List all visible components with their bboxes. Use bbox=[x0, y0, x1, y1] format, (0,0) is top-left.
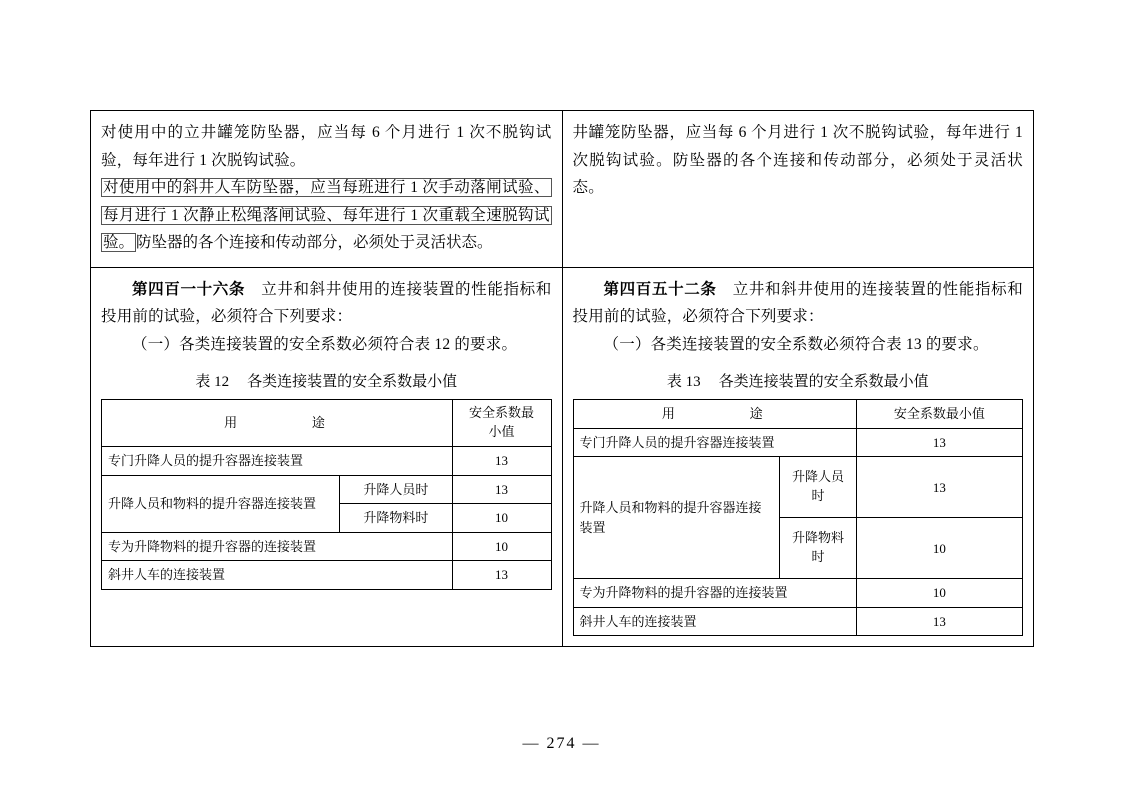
left-header-value bbox=[452, 400, 551, 447]
left-top-paragraph-1: 对使用中的立井罐笼防坠器，应当每 6 个月进行 1 次不脱钩试验，每年进行 1 次脱钩试验。 bbox=[101, 124, 552, 169]
right-top-paragraph: 井罐笼防坠器，应当每 6 个月进行 1 次不脱钩试验，每年进行 1 次脱钩试验。防坠器的各个连接和传动部分，必须处于灵活状态。 bbox=[572, 124, 1023, 197]
table-row bbox=[573, 579, 1023, 608]
page-number: — 274 — bbox=[522, 735, 601, 752]
right-header-value: 安全系数最小值 bbox=[856, 400, 1022, 429]
left-data-table bbox=[101, 399, 552, 589]
right-article-title: 第四百五十二条 bbox=[603, 280, 717, 298]
left-table-caption-prefix: 表 12 bbox=[195, 373, 230, 390]
table-row bbox=[102, 447, 552, 476]
left-row4-use: 斜井人车的连接装置 bbox=[102, 561, 453, 590]
left-table-caption bbox=[101, 369, 552, 396]
table-row bbox=[102, 532, 552, 561]
right-data-table bbox=[573, 399, 1024, 636]
right-row2-value: 10 bbox=[856, 518, 1022, 579]
left-header-use bbox=[102, 400, 453, 447]
right-row0-use: 专门升降人员的提升容器连接装置 bbox=[573, 428, 856, 457]
left-article-title: 第四百一十六条 bbox=[132, 280, 246, 298]
right-row3-use: 专为升降物料的提升容器的连接装置 bbox=[573, 579, 856, 608]
left-top-paragraph-2: 防坠器的各个连接和传动部分，必须处于灵活状态。 bbox=[136, 234, 493, 252]
table-row bbox=[91, 111, 1034, 268]
left-row0-use: 专门升降人员的提升容器连接装置 bbox=[102, 447, 453, 476]
table-header-row bbox=[573, 400, 1023, 429]
right-table-caption-text: 各类连接装置的安全系数最小值 bbox=[718, 373, 929, 390]
right-row1-sub-line2: 时 bbox=[811, 488, 825, 504]
right-row1-value: 13 bbox=[856, 457, 1022, 518]
two-column-layout-table bbox=[90, 110, 1034, 647]
right-column-cell-top bbox=[562, 111, 1034, 268]
left-row1-value: 13 bbox=[452, 475, 551, 504]
table-row bbox=[102, 475, 552, 504]
right-table-caption-prefix: 表 13 bbox=[666, 373, 701, 390]
right-row1-sub-line1: 升降人员 bbox=[791, 469, 844, 485]
table-header-row bbox=[102, 400, 552, 447]
left-article-item-one: （一）各类连接装置的安全系数必须符合表 12 的要求。 bbox=[132, 336, 518, 354]
left-row4-value: 13 bbox=[452, 561, 551, 590]
right-row1-use: 升降人员和物料的提升容器连接装置 bbox=[573, 457, 780, 579]
highlight-span: 对使用中的斜井人车防坠器，应当每班进行 1 次手动落闸试验、每月进行 1 次静止松绳落闸试验、每年进行 1 次重载全速脱钩试验。 bbox=[103, 179, 550, 252]
right-row4-use: 斜井人车的连接装置 bbox=[573, 607, 856, 636]
right-row1-sub bbox=[780, 457, 856, 518]
right-header-use-label: 用 途 bbox=[661, 406, 768, 422]
right-row2-sub-line1: 升降物料 bbox=[791, 530, 844, 546]
left-row2-sub: 升降物料时 bbox=[340, 504, 452, 533]
left-row1-sub: 升降人员时 bbox=[340, 475, 452, 504]
right-column-cell-article bbox=[562, 267, 1034, 646]
left-header-value-line2: 小值 bbox=[488, 424, 515, 440]
left-row2-value: 10 bbox=[452, 504, 551, 533]
left-row3-use: 专为升降物料的提升容器的连接装置 bbox=[102, 532, 453, 561]
right-row0-value: 13 bbox=[856, 428, 1022, 457]
right-article-item-one: （一）各类连接装置的安全系数必须符合表 13 的要求。 bbox=[603, 336, 989, 354]
left-row0-value: 13 bbox=[452, 447, 551, 476]
left-header-use-label: 用 途 bbox=[224, 415, 330, 431]
table-row bbox=[573, 428, 1023, 457]
table-row bbox=[573, 607, 1023, 636]
left-article-paragraph bbox=[101, 276, 552, 331]
left-article-body: 立井和斜井使用的连接装置的性能指标和投用前的试验，必须符合下列要求： bbox=[101, 280, 552, 326]
right-header-use bbox=[573, 400, 856, 429]
right-row3-value: 10 bbox=[856, 579, 1022, 608]
right-row4-value: 13 bbox=[856, 607, 1022, 636]
left-column-cell-article bbox=[91, 267, 563, 646]
table-row bbox=[573, 457, 1023, 518]
left-row1-use: 升降人员和物料的提升容器连接装置 bbox=[102, 475, 340, 532]
right-row2-sub-line2: 时 bbox=[811, 549, 825, 565]
right-table-caption bbox=[573, 369, 1024, 396]
table-row bbox=[91, 267, 1034, 646]
right-row2-sub bbox=[780, 518, 856, 579]
right-article-body: 立井和斜井使用的连接装置的性能指标和投用前的试验，必须符合下列要求： bbox=[572, 280, 1023, 326]
right-article-paragraph bbox=[573, 276, 1024, 331]
left-highlighted-paragraph bbox=[101, 174, 552, 257]
left-header-value-line1: 安全系数最 bbox=[469, 405, 535, 421]
left-table-caption-text: 各类连接装置的安全系数最小值 bbox=[247, 373, 458, 390]
left-row3-value: 10 bbox=[452, 532, 551, 561]
left-column-cell-top bbox=[91, 111, 563, 268]
table-row bbox=[102, 561, 552, 590]
